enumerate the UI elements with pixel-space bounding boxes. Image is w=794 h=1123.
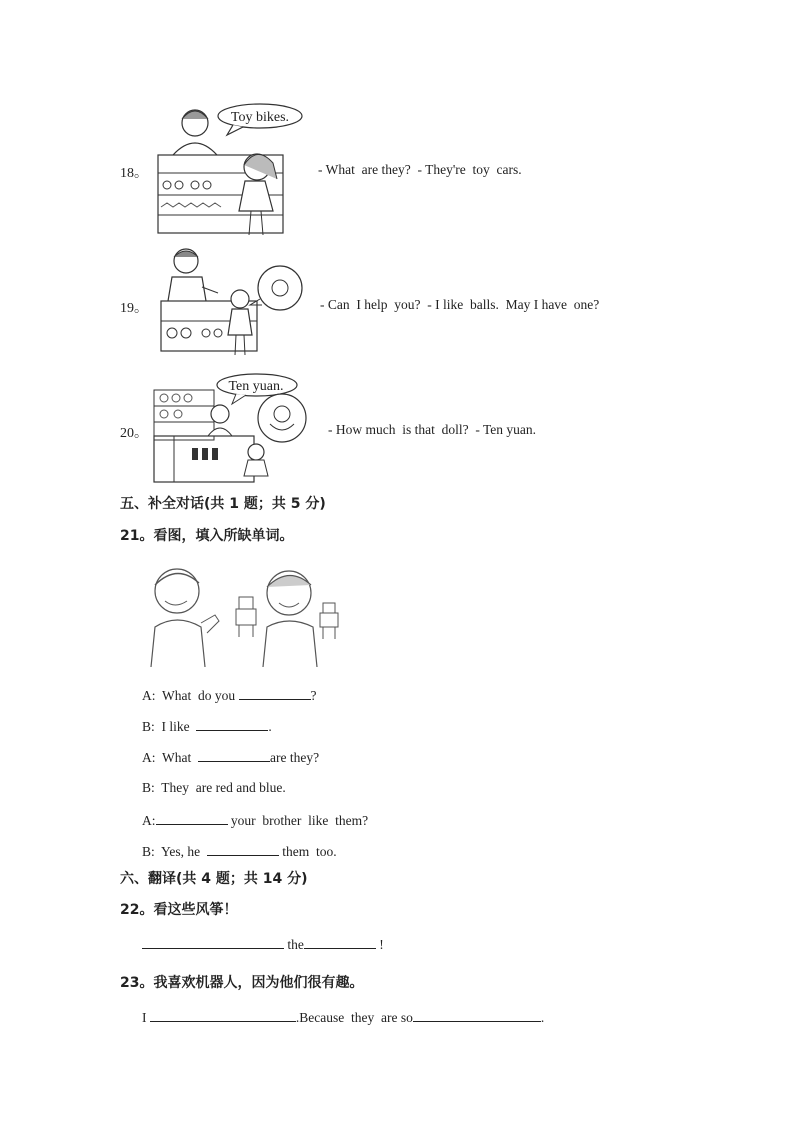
q18-illustration-shop-toy-bikes <box>155 103 305 241</box>
q21-line-1: A: What do you ? <box>142 688 317 703</box>
q22-title: 22。看这些风筝！ <box>120 902 238 918</box>
q23-blank-1[interactable] <box>150 1009 296 1022</box>
q21-line-6: B: Yes, he them too. <box>142 844 337 859</box>
question-number-18: 18。 <box>120 166 148 181</box>
q18-bubble-text: Toy bikes. <box>230 110 290 125</box>
q19-illustration-shop-balls <box>158 243 310 358</box>
q18-dialogue: - What are they? - They're toy cars. <box>318 162 522 177</box>
q22-answer-line: the ! <box>142 936 384 953</box>
q21-line-5: A: your brother like them? <box>142 813 369 828</box>
q22-blank-2[interactable] <box>304 936 376 949</box>
q23-title: 23。我喜欢机器人，因为他们很有趣。 <box>120 975 364 991</box>
q23-answer-line: I .Because they are so . <box>142 1010 545 1025</box>
question-number-20: 20。 <box>120 426 148 441</box>
q19-dialogue: - Can I help you? - I like balls. May I have one? <box>320 297 600 312</box>
q21-title: 21。看图，填入所缺单词。 <box>120 528 294 544</box>
q21-line-3: A: What are they? <box>142 750 320 765</box>
q21-blank-3[interactable] <box>198 749 270 762</box>
q21-blank-5[interactable] <box>156 812 228 825</box>
q21-blank-1[interactable] <box>239 687 311 700</box>
q21-blank-2[interactable] <box>196 718 268 731</box>
q21-line-4: B: They are red and blue. <box>142 780 286 795</box>
q21-illustration-boys-robots <box>143 563 353 671</box>
q21-blank-6[interactable] <box>207 843 279 856</box>
q20-dialogue: - How much is that doll? - Ten yuan. <box>328 422 537 437</box>
section-6-heading: 六、翻译(共 4 题；共 14 分) <box>120 871 308 887</box>
question-number-19: 19。 <box>120 301 148 316</box>
q20-illustration-shop-doll <box>152 372 322 484</box>
section-5-heading: 五、补全对话(共 1 题；共 5 分) <box>120 496 326 512</box>
q20-bubble-text: Ten yuan. <box>228 379 284 394</box>
q21-line-2: B: I like . <box>142 719 272 734</box>
q22-blank-1[interactable] <box>142 936 284 949</box>
q23-blank-2[interactable] <box>413 1009 541 1022</box>
